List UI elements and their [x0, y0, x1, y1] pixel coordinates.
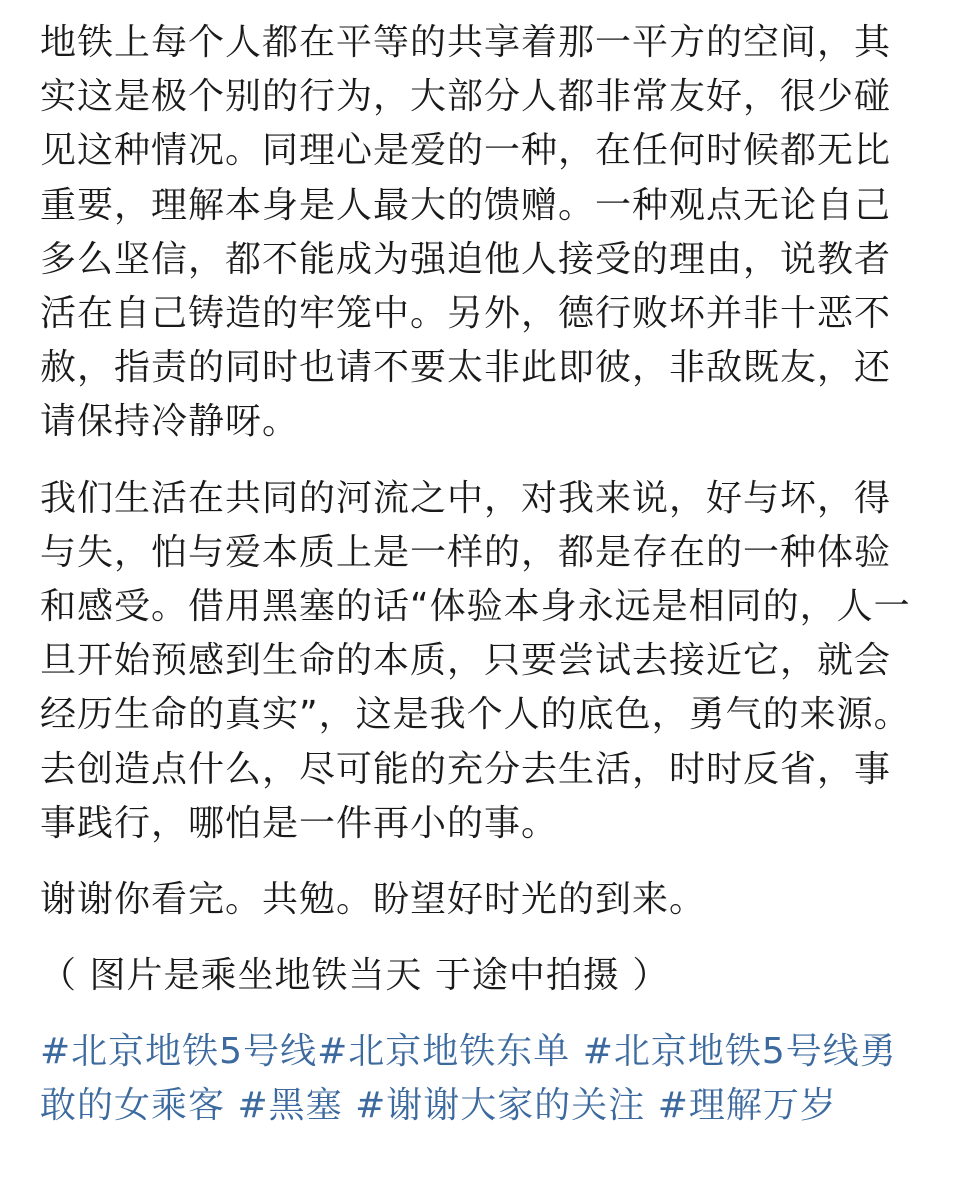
post-paragraph-1: 地铁上每个人都在平等的共享着那一平方的空间，其实这是极个别的行为，大部分人都非常友好，很少碰见这种情况。同理心是爱的一种，在任何时候都无比重要，理解本身是人最大的馈赠。一种观点无论自己多么坚信，都不能成为强迫他人接受的理由，说教者活在自己铸造的牢笼中。另外，德行败坏并非十恶不赦，指责的同时也请不要太非此即彼，非敌既友，还请保持冷静呀。	[40, 22, 892, 443]
hashtag-long-live-understanding[interactable]: #理解万岁	[657, 1085, 837, 1127]
post-body	[40, 16, 922, 1133]
hashtag-thanks-for-attention[interactable]: #谢谢大家的关注	[355, 1085, 646, 1127]
hashtag-list	[40, 1025, 922, 1133]
hashtag-beijing-subway-line5[interactable]: #北京地铁5号线	[40, 1031, 318, 1073]
hashtag-brave-female-passenger[interactable]: #北京地铁5号线勇敢的女乘客	[40, 1031, 897, 1127]
hashtag-beijing-subway-dongdan[interactable]: #北京地铁东单	[317, 1031, 571, 1073]
image-caption: （ 图片是乘坐地铁当天 于途中拍摄 ）	[40, 955, 670, 997]
post-paragraph-3: 谢谢你看完。共勉。盼望好时光的到来。	[40, 879, 707, 921]
hashtag-hesse[interactable]: #黑塞	[237, 1085, 343, 1127]
post-paragraph-2: 我们生活在共同的河流之中，对我来说，好与坏，得与失，怕与爱本质上是一样的，都是存在的一种体验和感受。借用黑塞的话“体验本身永远是相同的，人一旦开始预感到生命的本质，只要尝试去接近它，就会经历生命的真实”，这是我个人的底色，勇气的来源。去创造点什么，尽可能的充分去生活，时时反省，事事践行，哪怕是一件再小的事。	[40, 477, 911, 844]
